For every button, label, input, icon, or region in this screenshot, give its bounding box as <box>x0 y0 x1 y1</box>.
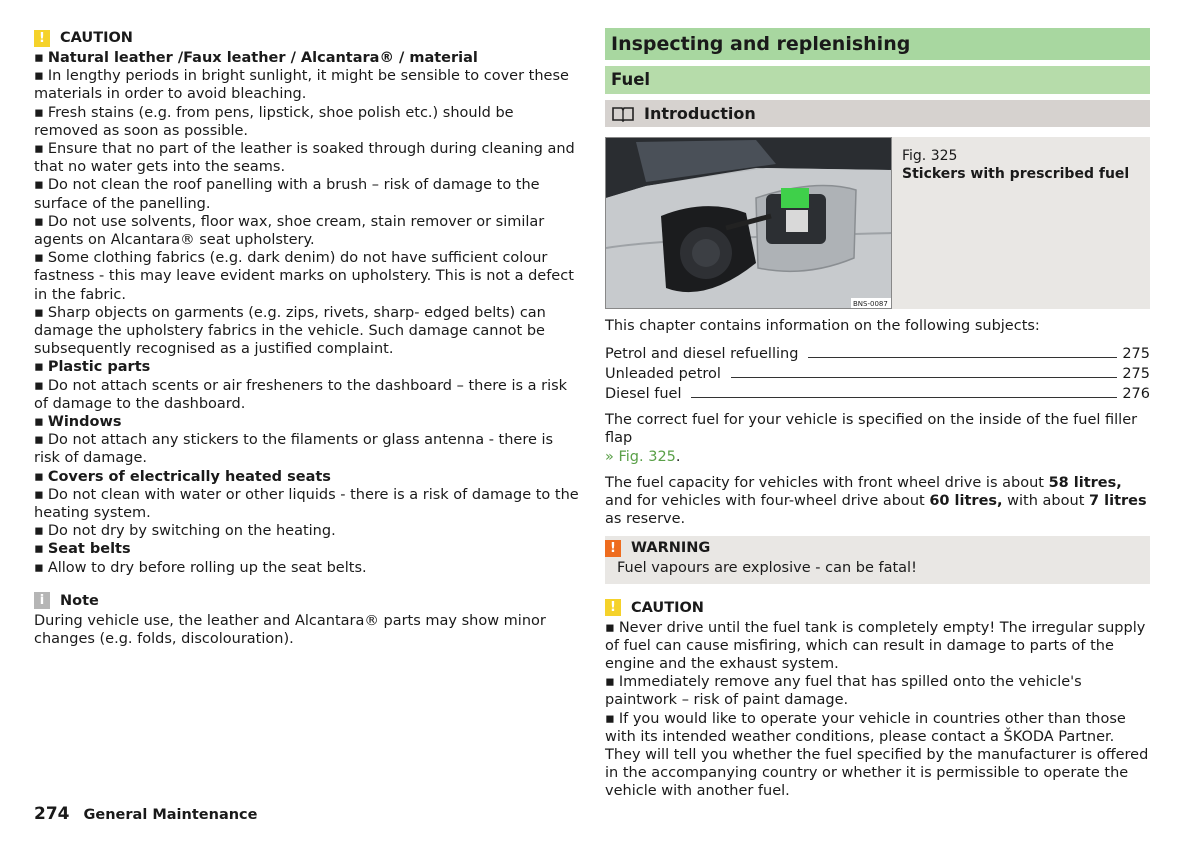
caution-icon: ! <box>34 30 50 47</box>
list-item: ▪ In lengthy periods in bright sunlight, it might be sensible to cover these materials in order to avoid bleaching. <box>34 67 579 103</box>
toc-leader <box>691 397 1117 398</box>
para-end: . <box>675 448 681 465</box>
figure-number: Fig. 325 <box>902 148 958 164</box>
list-item: ▪ Ensure that no part of the leather is soaked through during cleaning and that no water gets into the seams. <box>34 140 579 176</box>
list-item: ▪ Do not clean with water or other liquids - there is a risk of damage to the heating system. <box>34 486 579 522</box>
plastic-heading: ▪ Plastic parts <box>34 358 579 376</box>
toc-row[interactable] <box>605 343 1150 363</box>
list-item: ▪ Never drive until the fuel tank is completely empty! The irregular supply of fuel can cause misfiring, which can result in damage to parts of the engine and the exhaust system. <box>605 619 1150 674</box>
caution-header <box>34 28 579 48</box>
list-item: ▪ If you would like to operate your vehicle in countries other than those with its intended weather conditions, please contact a ŠKODA Partner. They will tell you whether the fuel specified by the manufacturer is offered in the accompanying country or whether it is permissible to operate the vehicle with another fuel. <box>605 710 1150 801</box>
fuel-capacity-paragraph <box>605 474 1150 529</box>
toc-label: Petrol and diesel refuelling <box>605 346 799 362</box>
warning-text: Fuel vapours are explosive - can be fatal! <box>617 560 917 577</box>
list-item: ▪ Do not dry by switching on the heating. <box>34 522 579 540</box>
toc-page: 276 <box>1122 386 1150 402</box>
caution-header <box>605 598 1150 618</box>
toc-page: 275 <box>1122 346 1150 362</box>
caution-icon: ! <box>605 599 621 616</box>
toc-intro: This chapter contains information on the following subjects: <box>605 318 1040 334</box>
list-item: ▪ Do not use solvents, floor wax, shoe cream, stain remover or similar agents on Alcantara® seat upholstery. <box>34 213 579 249</box>
figure-325 <box>605 137 1150 309</box>
toc-label: Diesel fuel <box>605 386 682 402</box>
left-column <box>34 28 579 648</box>
heated-seats-heading: ▪ Covers of electrically heated seats <box>34 468 579 486</box>
list-item: ▪ Do not attach any stickers to the filaments or glass antenna - there is risk of damage. <box>34 431 579 467</box>
caution-label: CAUTION <box>60 29 133 46</box>
para-bold: 60 litres, <box>929 493 1003 510</box>
toc-row[interactable] <box>605 363 1150 383</box>
chapter-heading: Inspecting and replenishing <box>605 28 1150 60</box>
windows-heading: ▪ Windows <box>34 413 579 431</box>
figure-link[interactable]: » Fig. 325 <box>605 448 676 465</box>
figure-caption <box>892 137 1150 309</box>
caution-label: CAUTION <box>631 599 704 616</box>
seat-belts-heading: ▪ Seat belts <box>34 540 579 558</box>
toc-row[interactable] <box>605 383 1150 403</box>
page-number: 274 <box>34 804 70 824</box>
warning-box <box>605 536 1150 583</box>
para-text: as reserve. <box>605 511 686 528</box>
list-item: ▪ Fresh stains (e.g. from pens, lipstick, shoe polish etc.) should be removed as soon as possible. <box>34 104 579 140</box>
note-text: During vehicle use, the leather and Alcantara® parts may show minor changes (e.g. folds, discolouration). <box>34 612 546 648</box>
warning-header <box>605 538 1138 558</box>
note-label: Note <box>60 592 99 609</box>
info-icon: i <box>34 592 50 609</box>
right-column <box>605 28 1150 801</box>
warning-label: WARNING <box>631 540 711 557</box>
figure-code: BNS-0087 <box>853 300 888 308</box>
para-text: The fuel capacity for vehicles with front wheel drive is about <box>605 474 1049 491</box>
list-item: ▪ Sharp objects on garments (e.g. zips, rivets, sharp- edged belts) can damage the upholstery fabrics in the vehicle. Such damage cannot be subsequently recognised as a justified complaint. <box>34 304 579 359</box>
list-item: ▪ Some clothing fabrics (e.g. dark denim) do not have sufficient colour fastness - this may leave evident marks on upholstery. This is not a defect in the fabric. <box>34 249 579 304</box>
para-text: with about <box>1002 493 1089 510</box>
para-text: and for vehicles with four-wheel drive about <box>605 493 930 510</box>
warning-icon: ! <box>605 540 621 557</box>
list-item: ▪ Allow to dry before rolling up the seat belts. <box>34 559 579 577</box>
list-item: ▪ Immediately remove any fuel that has spilled onto the vehicle's paintwork – risk of paint damage. <box>605 673 1150 709</box>
para-bold: 58 litres, <box>1048 474 1122 491</box>
para-text: The correct fuel for your vehicle is specified on the inside of the fuel filler flap <box>605 412 1138 447</box>
introduction-label: Introduction <box>644 104 756 123</box>
toc-list <box>605 343 1150 403</box>
list-item: ▪ Do not attach scents or air fresheners to the dashboard – there is a risk of damage to the dashboard. <box>34 377 579 413</box>
fuel-spec-paragraph <box>605 411 1150 466</box>
toc-page: 275 <box>1122 366 1150 382</box>
toc-leader <box>808 357 1117 358</box>
section-name: General Maintenance <box>83 807 258 823</box>
fuel-flap-image <box>605 137 892 309</box>
toc-leader <box>731 377 1117 378</box>
page-footer <box>34 805 257 824</box>
open-book-icon <box>611 106 635 122</box>
note-header <box>34 591 579 611</box>
list-item: ▪ Do not clean the roof panelling with a brush – risk of damage to the surface of the panelling. <box>34 176 579 212</box>
figure-title: Stickers with prescribed fuel <box>902 166 1130 183</box>
toc-label: Unleaded petrol <box>605 366 721 382</box>
introduction-heading <box>605 100 1150 127</box>
section-heading: Fuel <box>605 66 1150 94</box>
leather-heading: ▪ Natural leather /Faux leather / Alcantara® / material <box>34 49 579 67</box>
para-bold: 7 litres <box>1089 493 1147 510</box>
